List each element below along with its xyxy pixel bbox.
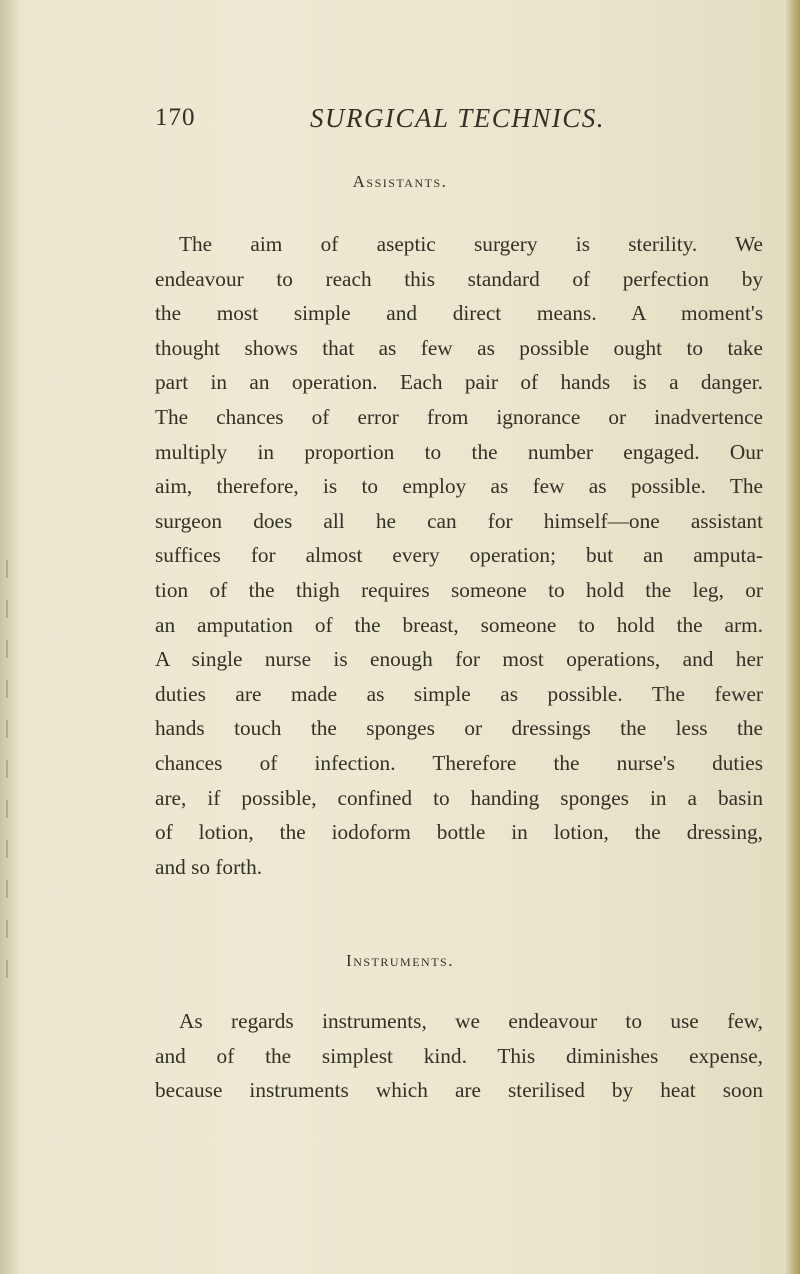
text-line: tion of the thigh requires someone to hold the leg, or xyxy=(155,577,763,602)
text-line: part in an operation. Each pair of hands is a danger. xyxy=(155,370,763,395)
text-line: thought shows that as few as possible ought to take xyxy=(155,335,763,360)
text-line: and so forth. xyxy=(155,854,263,879)
section-heading-instruments: Instruments. xyxy=(346,951,454,970)
text-line: are, if possible, confined to handing sponges in a basin xyxy=(155,785,763,810)
text-line: duties are made as simple as possible. The fewer xyxy=(155,681,763,706)
paragraph-instruments xyxy=(155,1004,763,1108)
text-line: the most simple and direct means. A moment's xyxy=(155,301,763,326)
page-header xyxy=(0,98,800,138)
text-line: and of the simplest kind. This diminishes expense, xyxy=(155,1043,763,1068)
text-line: aim, therefore, is to employ as few as possible. The xyxy=(155,474,763,499)
text-line: multiply in proportion to the number engaged. Our xyxy=(155,439,763,464)
text-line: A single nurse is enough for most operations, and her xyxy=(155,647,763,672)
text-line: chances of infection. Therefore the nurse's duties xyxy=(155,750,763,775)
text-line: The chances of error from ignorance or inadvertence xyxy=(155,404,763,429)
paragraph-assistants xyxy=(155,227,763,884)
running-title: SURGICAL TECHNICS. xyxy=(310,103,606,133)
text-line: hands touch the sponges or dressings the less the xyxy=(155,716,763,741)
text-line: As regards instruments, we endeavour to use few, xyxy=(179,1009,763,1033)
text-line: surgeon does all he can for himself—one assistant xyxy=(155,508,763,533)
text-line: suffices for almost every operation; but an amputa- xyxy=(155,543,763,568)
section-heading-assistants: Assistants. xyxy=(352,172,448,191)
text-line: an amputation of the breast, someone to hold the arm. xyxy=(155,612,763,637)
text-line: endeavour to reach this standard of perfection by xyxy=(155,266,763,291)
page-number: 170 xyxy=(155,104,196,131)
text-line: The aim of aseptic surgery is sterility. We xyxy=(179,232,763,256)
text-line: of lotion, the iodoform bottle in lotion, the dressing, xyxy=(155,820,763,845)
text-line: because instruments which are sterilised by heat soon xyxy=(155,1078,763,1103)
